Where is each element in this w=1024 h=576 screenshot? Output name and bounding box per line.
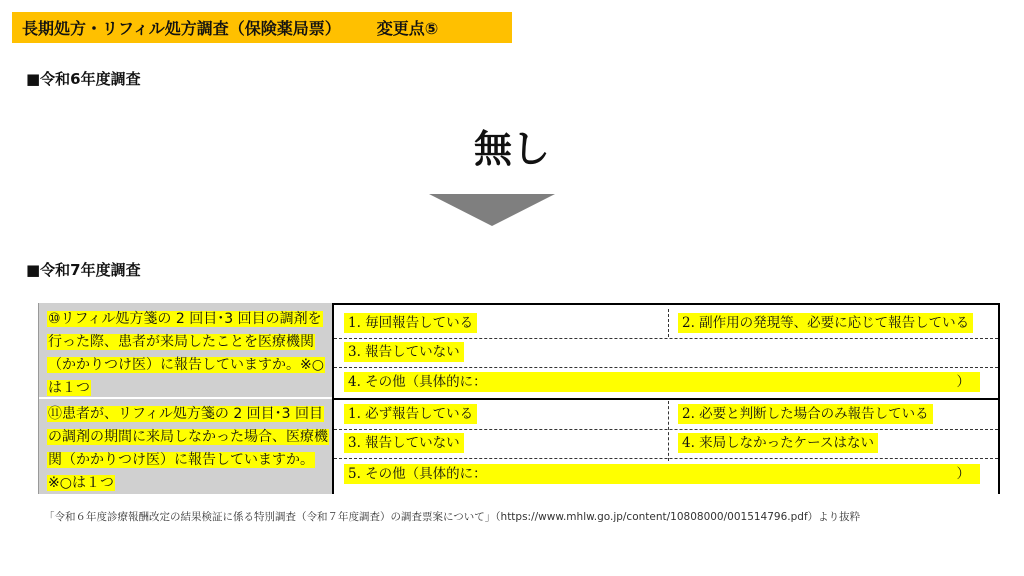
q11-column-divider bbox=[668, 401, 669, 461]
row-divider bbox=[334, 458, 998, 459]
q11-option-5-close: ） bbox=[956, 466, 970, 482]
question-column bbox=[38, 303, 332, 494]
q10-column-divider bbox=[668, 309, 669, 337]
q11-option-3: 3. 報告していない bbox=[344, 433, 464, 453]
slide-title-banner bbox=[12, 12, 512, 43]
question-11-text: ⑪患者が、リフィル処方箋の 2 回目･3 回目の調剤の期間に来局しなかった場合、医療機関（かかりつけ医）に報告していますか。※○は１つ bbox=[48, 406, 328, 491]
down-arrow-icon bbox=[429, 194, 555, 226]
row-divider bbox=[334, 429, 998, 430]
change-point-label: 変更点⑤ bbox=[376, 19, 439, 38]
slide-title: 長期処方・リフィル処方調査（保険薬局票） bbox=[22, 19, 341, 38]
q10-option-4-close: ） bbox=[956, 374, 970, 390]
row-divider bbox=[334, 367, 998, 368]
q10-option-4 bbox=[344, 372, 980, 392]
question-11 bbox=[47, 403, 329, 495]
question-10 bbox=[47, 308, 329, 400]
q10-option-1: 1. 毎回報告している bbox=[344, 313, 477, 333]
q10-option-4-label: 4. その他（具体的に： bbox=[348, 374, 487, 390]
source-footnote: 「令和６年度診療報酬改定の結果検証に係る特別調査（令和７年度調査）の調査票案について」（https://www.mhlw.go.jp/content/10808000/001514796.pdf）より抜粋 bbox=[44, 511, 861, 523]
q11-option-4: 4. 来局しなかったケースはない bbox=[678, 433, 878, 453]
question-10-text: ⑩リフィル処方箋の 2 回目･3 回目の調剤を行った際、患者が来局したことを医療機関（かかりつけ医）に報告していますか。※○は１つ bbox=[48, 311, 324, 396]
q11-option-2: 2. 必要と判断した場合のみ報告している bbox=[678, 404, 933, 424]
q10-option-3: 3. 報告していない bbox=[344, 342, 464, 362]
q11-option-5-label: 5. その他（具体的に： bbox=[348, 466, 487, 482]
section-heading-r7: ■令和7年度調査 bbox=[26, 261, 141, 279]
survey-excerpt bbox=[38, 303, 1000, 494]
none-text: 無し bbox=[473, 127, 550, 171]
answer-column bbox=[332, 303, 1000, 494]
question-separator-line bbox=[334, 398, 998, 400]
section-heading-r6: ■令和6年度調査 bbox=[26, 70, 141, 88]
row-divider bbox=[334, 338, 998, 339]
q11-option-5 bbox=[344, 464, 980, 484]
question-divider bbox=[39, 397, 333, 399]
q11-option-1: 1. 必ず報告している bbox=[344, 404, 477, 424]
q10-option-2: 2. 副作用の発現等、必要に応じて報告している bbox=[678, 313, 973, 333]
